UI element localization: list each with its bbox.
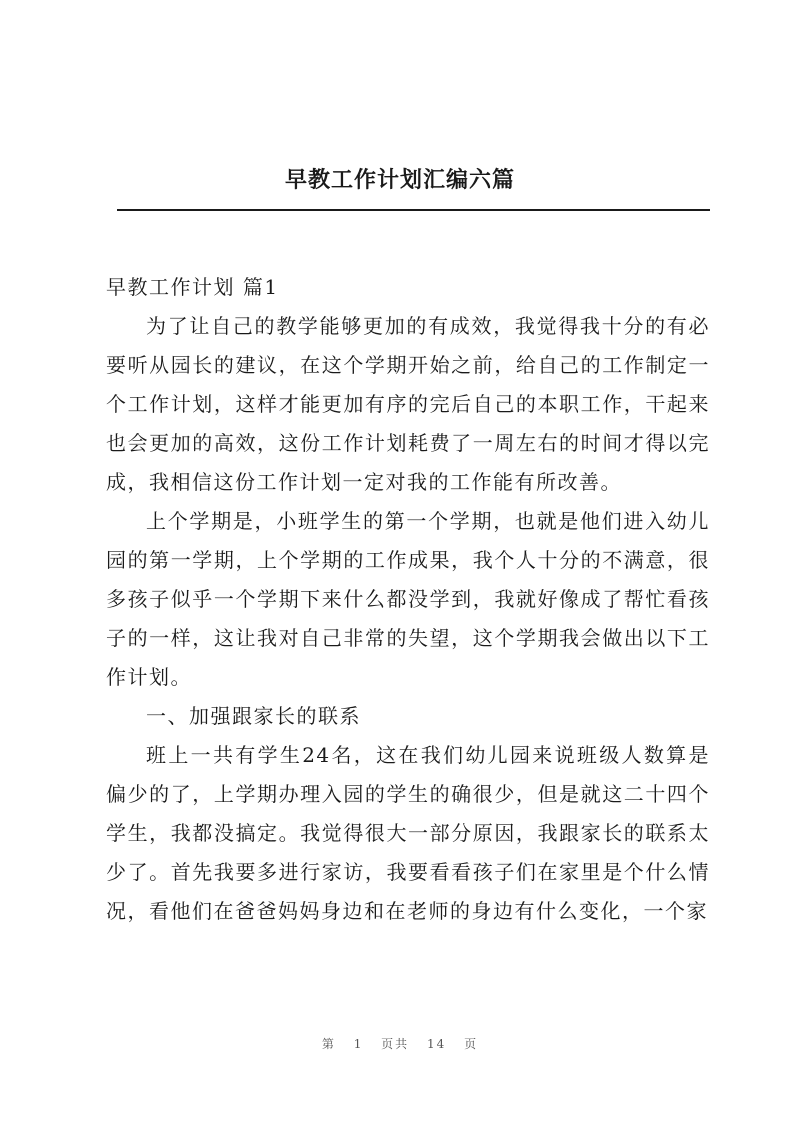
total-page-count: 14	[427, 1037, 447, 1051]
page-label-suffix: 页	[464, 1037, 479, 1051]
body-paragraph: 班上一共有学生24名，这在我们幼儿园来说班级人数算是偏少的了，上学期办理入园的学生的确很少，但是就这二十四个学生，我都没搞定。我觉得很大一部分原因，我跟家长的联系太少了。首先我要多进行家访，我要看看孩子们在家里是个什么情况，看他们在爸爸妈妈身边和在老师的身边有什么变化，一个家	[106, 743, 710, 923]
subsection-heading: 一、加强跟家长的联系	[146, 704, 361, 728]
document-body	[106, 268, 710, 931]
document-title: 早教工作计划汇编六篇	[284, 167, 515, 193]
page-footer	[0, 1035, 800, 1052]
title-divider	[117, 209, 710, 211]
page-label-middle: 页共	[381, 1037, 410, 1051]
body-paragraph: 上个学期是，小班学生的第一个学期，也就是他们进入幼儿园的第一学期，上个学期的工作成果，我个人十分的不满意，很多孩子似乎一个学期下来什么都没学到，我就好像成了帮忙看孩子的一样，这让我对自己非常的失望，这个学期我会做出以下工作计划。	[106, 509, 710, 689]
body-paragraph: 为了让自己的教学能够更加的有成效，我觉得我十分的有必要听从园长的建议，在这个学期开始之前，给自己的工作制定一个工作计划，这样才能更加有序的完后自己的本职工作，干起来也会更加的高效，这份工作计划耗费了一周左右的时间才得以完成，我相信这份工作计划一定对我的工作能有所改善。	[106, 314, 710, 494]
page-label-prefix: 第	[321, 1037, 336, 1051]
current-page-number: 1	[353, 1037, 364, 1051]
section-heading: 早教工作计划 篇1	[106, 275, 279, 299]
